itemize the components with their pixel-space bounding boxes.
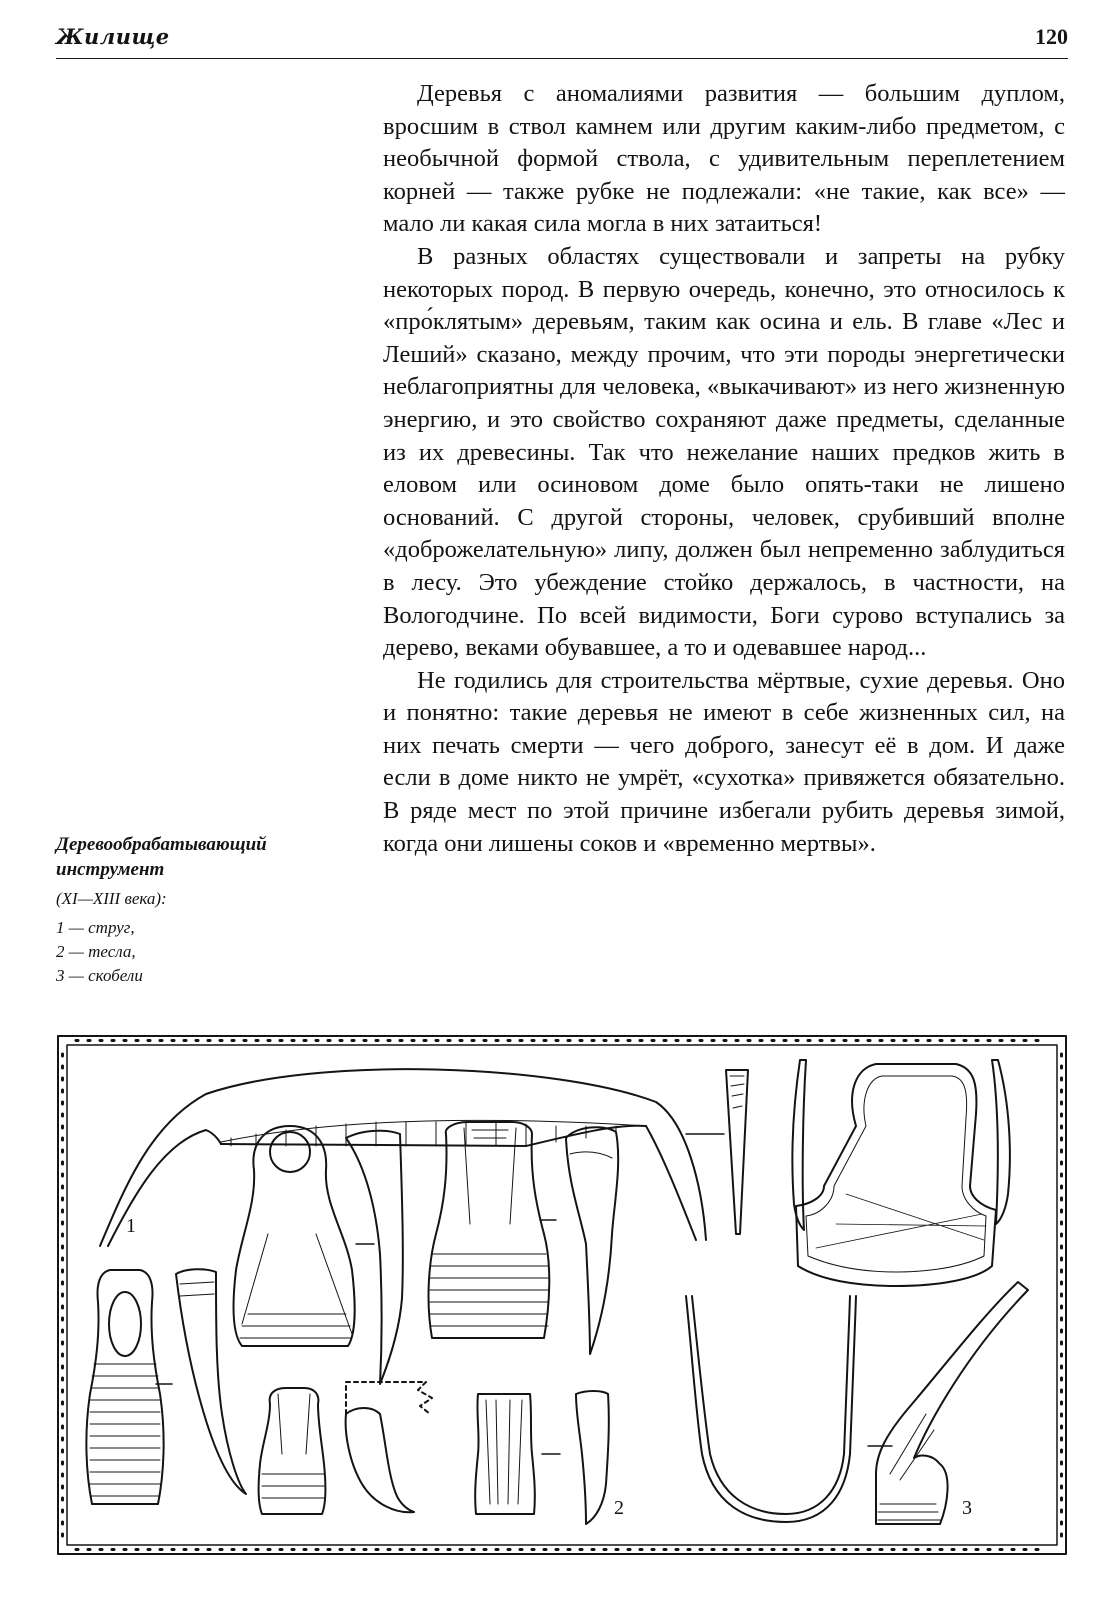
page-header: [56, 22, 1068, 59]
paragraph-1: Деревья с аномалиями развития — большим дуплом, вросшим в ствол камнем или другим каким-либо предметом, с необычной формой ствола, с удивительным переплетением корней — также рубке не подлежали: «не такие, как все» — мало ли какая сила могла в них затаиться!: [383, 80, 1065, 238]
u-scraper-drawing: [686, 1296, 856, 1522]
caption-item-1: 1 — струг,: [56, 918, 135, 937]
tesla-profile-drawing: [566, 1127, 618, 1354]
tools-illustration: [56, 1034, 1068, 1556]
caption-item-2: 2 — тесла,: [56, 942, 136, 961]
caption-title: Деревообрабатывающий инструмент: [56, 834, 267, 880]
drawknife-drawing: [100, 1069, 724, 1246]
chisel-point-drawing: [726, 1070, 748, 1234]
tesla-numbered-drawing: [475, 1391, 609, 1524]
paragraph-2: В разных областях существовали и запреты на рубку некоторых пород. В первую очередь, конечно, это относилось к «про́клятым» деревьям, таким как осина и ель. В главе «Лес и Леший» сказано, между прочим, что эти породы энергетически неблагоприятны для человека, «выкачивают» из него жизненную энергию, и это свойство сохраняют даже предметы, сделанные из их древесины. Так что нежелание наших предков жить в еловом или осиновом доме было опять-таки не лишено оснований. С другой стороны, человек, срубивший вполне «доброжелательную» липу, должен был непременно заблудиться в лесу. Это убеждение стойко держалось, в частности, на Вологодчине. По всей видимости, Боги сурово вступались за дерево, веками обувавшее, а то и одевавшее народ...: [383, 242, 1065, 662]
broken-blade-drawing: [346, 1382, 432, 1512]
tesla-broad-drawing: [429, 1122, 556, 1338]
axe-oval-eye-drawing: [86, 1270, 172, 1504]
page-number: 120: [1035, 24, 1068, 49]
section-title: Жилище: [56, 24, 170, 49]
figure-label-1: 1: [126, 1215, 136, 1237]
figure-label-2: 2: [614, 1497, 624, 1519]
figure-label-3: 3: [962, 1497, 972, 1519]
main-text-column: [383, 78, 1065, 860]
paragraph-3: Не годились для строительства мёртвые, сухие деревья. Оно и понятно: такие деревья не имеют в себе жизненных сил, на них печать смерти — чего доброго, занесут её в дом. И даже если в доме никто не умрёт, «сухотка» привяжется обязательно. В ряде мест по этой причине избегали рубить деревья зимой, когда они лишены соков и «временно мертвы».: [383, 666, 1065, 857]
adze-profile-drawing: [346, 1131, 403, 1384]
caption-item-3: 3 — скобели: [56, 966, 143, 985]
caption-dates: (XI—XIII века):: [56, 889, 167, 908]
adze-eye-drawing: [234, 1126, 374, 1346]
scraper-large-drawing: [792, 1060, 1009, 1286]
tesla-small-drawing: [259, 1388, 326, 1514]
caption-list: [56, 916, 356, 988]
figure-frame: [58, 1036, 1066, 1554]
scraper-hooked-drawing: [868, 1282, 1028, 1524]
figure-caption: [56, 832, 356, 988]
curved-blade-drawing: [176, 1269, 246, 1494]
